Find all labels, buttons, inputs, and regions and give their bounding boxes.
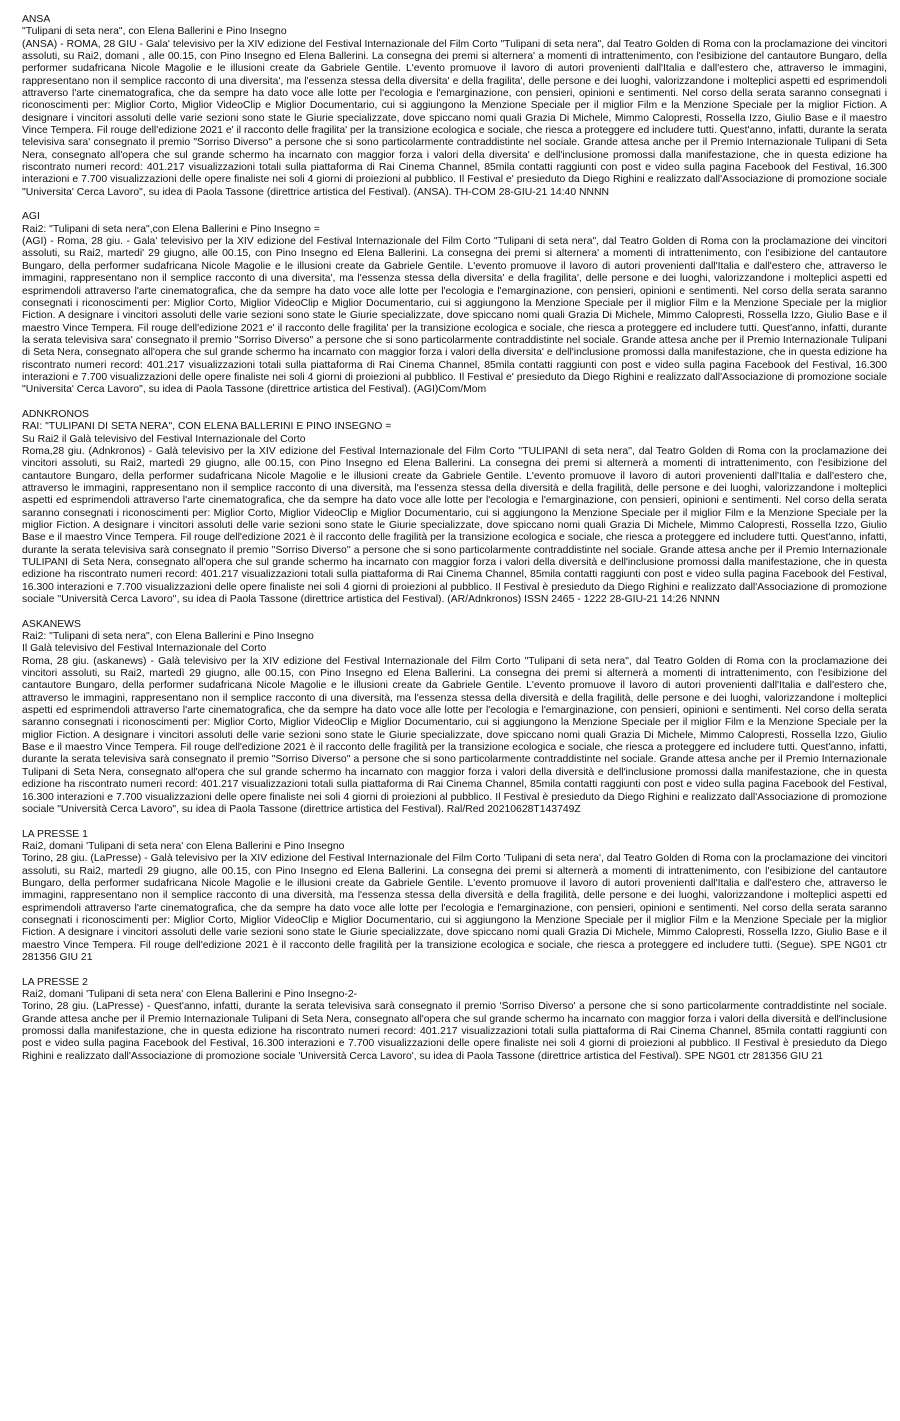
article-source: LA PRESSE 1: [22, 828, 88, 840]
article-headline: Rai2, domani 'Tulipani di seta nera' con Elena Ballerini e Pino Insegno-2-: [22, 988, 358, 1000]
article-lapresse-2: [22, 977, 887, 1063]
article-body: (ANSA) - ROMA, 28 GIU - Gala' televisivo per la XIV edizione del Festival Internazionale del Film Corto "Tulipani di seta nera", dal Teatro Golden di Roma con la proclamazione dei vincitori assoluti, su Rai2, domani , alle 00.15, con Pino Insegno ed Elena Ballerini. La consegna dei premi si alternera' a momenti di intrattenimento, con l'esibizione del cantautore Bungaro, della performer sudafricana Nicole Magolie e le illusioni create da Gabriele Gentile. L'evento promuove il lavoro di autori provenienti dall'Italia e dall'estero che, attraverso le immagini, rappresentano non il semplice racconto di una diversita', ma l'essenza stessa della diversita' e della fragilita', delle persone e dei luoghi, valorizzandone i molteplici aspetti ed esprimendoli attraverso l'arte cinematografica, che da sempre ha dato voce alle lotte per l'ecologia e l'emarginazione, con pensieri, opinioni e sentimenti. Nel corso della serata saranno consegnati i riconoscimenti per: Miglior Corto, Miglior VideoClip e Miglior Documentario, cui si aggiungono la Menzione Speciale per il miglior Film e la Menzione Speciale per la miglior Fiction. A designare i vincitori assoluti delle varie sezioni sono state le Giurie specializzate, dove spiccano nomi quali Grazia Di Michele, Mimmo Calopresti, Rossella Izzo, Giulio Base e il maestro Vince Tempera. Fil rouge dell'edizione 2021 e' il racconto delle fragilita' per la transizione ecologica e sociale, che riesca a proteggere ed includere tutti. Quest'anno, infatti, durante la serata televisiva sara' consegnato il premio "Sorriso Diverso" a persone che si sono particolarmente contraddistinte nel sociale. Grande attesa anche per il Premio Internazionale Tulipani di Seta Nera, consegnato all'opera che sul grande schermo ha incarnato con maggior forza i valori della diversita' e dell'inclusione promossi dalla manifestazione, che in questa edizione ha riscontrato numeri record: 401.217 visualizzazioni totali sulla piattaforma di Rai Cinema Channel, 85mila contatti raggiunti con post e video sulla pagina Facebook del Festival, 16.300 interazioni e 7.700 visualizzazioni delle opere finaliste nei soli 4 giorni di proiezioni al pubblico. Il Festival e' presieduto da Diego Righini e realizzato dall'Associazione di promozione sociale "Universita' Cerca Lavoro", su idea di Paola Tassone (direttrice artistica del Festival). (ANSA). TH-COM 28-GIU-21 14:40 NNNN: [22, 38, 887, 198]
article-source: ASKANEWS: [22, 618, 81, 630]
article-adnkronos: [22, 409, 887, 607]
article-body: Roma,28 giu. (Adnkronos) - Galà televisivo per la XIV edizione del Festival Internazionale del Film Corto ''TULIPANI di seta nera'', dal Teatro Golden di Roma con la proclamazione dei vincitori assoluti, su Rai2, martedì 29 giugno, alle 00.15, con Pino Insegno ed Elena Ballerini. La consegna dei premi si alternerà a momenti di intrattenimento, con l'esibizione del cantautore Bungaro, della performer sudafricana Nicole Magolie e le illusioni create da Gabriele Gentile. L'evento promuove il lavoro di autori provenienti dall'Italia e dall'estero che, attraverso le immagini, rappresentano non il semplice racconto di una diversità, ma l'essenza stessa della diversità e della fragilità, delle persone e dei luoghi, valorizzandone i molteplici aspetti ed esprimendoli attraverso l'arte cinematografica, che da sempre ha dato voce alle lotte per l'ecologia e l'emarginazione, con pensieri, opinioni e sentimenti. Nel corso della serata saranno consegnati i riconoscimenti per: Miglior Corto, Miglior VideoClip e Miglior Documentario, cui si aggiungono la Menzione Speciale per il miglior Film e la Menzione Speciale per la miglior Fiction. A designare i vincitori assoluti delle varie sezioni sono state le Giurie specializzate, dove spiccano nomi quali Grazia Di Michele, Mimmo Calopresti, Rossella Izzo, Giulio Base e il maestro Vince Tempera. Fil rouge dell'edizione 2021 è il racconto delle fragilità per la transizione ecologica e sociale, che riesca a proteggere ed includere tutti. Quest'anno, infatti, durante la serata televisiva sarà consegnato il premio ''Sorriso Diverso'' a persone che si sono particolarmente contraddistinte nel sociale. Grande attesa anche per il Premio Internazionale TULIPANI di Seta Nera, consegnato all'opera che sul grande schermo ha incarnato con maggior forza i valori della diversità e dell'inclusione promossi dalla manifestazione, che in questa edizione ha riscontrato numeri record: 401.217 visualizzazioni totali sulla piattaforma di Rai Cinema Channel, 85mila contatti raggiunti con post e video sulla pagina Facebook del Festival, 16.300 interazioni e 7.700 visualizzazioni delle opere finaliste nei soli 4 giorni di proiezioni al pubblico. Il Festival è presieduto da Diego Righini e realizzato dall'Associazione di promozione sociale ''Università Cerca Lavoro'', su idea di Paola Tassone (direttrice artistica del Festival). (AR/Adnkronos) ISSN 2465 - 1222 28-GIU-21 14:26 NNNN: [22, 445, 887, 606]
article-headline: Rai2: "Tulipani di seta nera", con Elena Ballerini e Pino Insegno: [22, 631, 314, 643]
article-source: LA PRESSE 2: [22, 976, 88, 988]
article-subhead: Su Rai2 il Galà televisivo del Festival Internazionale del Corto: [22, 433, 306, 445]
article-lapresse-1: [22, 829, 887, 965]
article-source: ANSA: [22, 14, 51, 25]
article-source: AGI: [22, 211, 40, 223]
article-headline: "Tulipani di seta nera", con Elena Ballerini e Pino Insegno: [22, 26, 287, 38]
article-headline: RAI: "TULIPANI DI SETA NERA", CON ELENA BALLERINI E PINO INSEGNO =: [22, 421, 392, 433]
article-body: Torino, 28 giu. (LaPresse) - Quest'anno, infatti, durante la serata televisiva sarà consegnato il premio 'Sorriso Diverso' a persone che si sono particolarmente contraddistinte nel sociale. Grande attesa anche per il Premio Internazionale Tulipani di Seta Nera, consegnato all'opera che sul grande schermo ha incarnato con maggior forza i valori della diversità e dell'inclusione promossi dalla manifestazione, che in questa edizione ha riscontrato numeri record: 401.217 visualizzazioni totali sulla piattaforma di Rai Cinema Channel, 85mila contatti raggiunti con post e video sulla pagina Facebook del Festival, 16.300 interazioni e 7.700 visualizzazioni delle opere finaliste nei soli 4 giorni di proiezioni al pubblico. Il Festival è presieduto da Diego Righini e realizzato dall'Associazione di promozione sociale 'Università Cerca Lavoro', su idea di Paola Tassone (direttrice artistica del Festival). SPE NG01 ctr 281356 GIU 21: [22, 1001, 887, 1062]
news-document: [22, 14, 887, 1063]
article-body: Roma, 28 giu. (askanews) - Galà televisivo per la XIV edizione del Festival Internazionale del Film Corto "Tulipani di seta nera", dal Teatro Golden di Roma con la proclamazione dei vincitori assoluti, su Rai2, martedì 29 giugno, alle 00.15, con Pino Insegno ed Elena Ballerini. La consegna dei premi si alternerà a momenti di intrattenimento, con l'esibizione del cantautore Bungaro, della performer sudafricana Nicole Magolie e le illusioni create da Gabriele Gentile. L'evento promuove il lavoro di autori provenienti dall'Italia e dall'estero che, attraverso le immagini, rappresentano non il semplice racconto di una diversità, ma l'essenza stessa della diversità e della fragilità, delle persone e dei luoghi, valorizzandone i molteplici aspetti ed esprimendoli attraverso l'arte cinematografica, che da sempre ha dato voce alle lotte per l'ecologia e l'emarginazione, con pensieri, opinioni e sentimenti. Nel corso della serata saranno consegnati i riconoscimenti per: Miglior Corto, Miglior VideoClip e Miglior Documentario, cui si aggiungono la Menzione Speciale per il miglior Film e la Menzione Speciale per la miglior Fiction. A designare i vincitori assoluti delle varie sezioni sono state le Giurie specializzate, dove spiccano nomi quali Grazia Di Michele, Mimmo Calopresti, Rossella Izzo, Giulio Base e il maestro Vince Tempera. Fil rouge dell'edizione 2021 è il racconto delle fragilità per la transizione ecologica e sociale, che riesca a proteggere ed includere tutti. Quest'anno, infatti, durante la serata televisiva sarà consegnato il premio "Sorriso Diverso" a persone che si sono particolarmente contraddistinte nel sociale. Grande attesa anche per il Premio Internazionale Tulipani di Seta Nera, consegnato all'opera che sul grande schermo ha incarnato con maggior forza i valori della diversità e dell'inclusione promossi dalla manifestazione, che in questa edizione ha riscontrato numeri record: 401.217 visualizzazioni totali sulla piattaforma di Rai Cinema Channel, 85mila contatti raggiunti con post e video sulla pagina Facebook del Festival, 16.300 interazioni e 7.700 visualizzazioni delle opere finaliste nei soli 4 giorni di proiezioni al pubblico. Il Festival è presieduto da Diego Righini e realizzato dall'Associazione di promozione sociale "Università Cerca Lavoro", su idea di Paola Tassone (direttrice artistica del Festival). Ral/Red 20210628T143749Z: [22, 655, 887, 815]
article-body: Torino, 28 giu. (LaPresse) - Galà televisivo per la XIV edizione del Festival Internazionale del Film Corto 'Tulipani di seta nera', dal Teatro Golden di Roma con la proclamazione dei vincitori assoluti, su Rai2, martedì 29 giugno, alle 00.15, con Pino Insegno ed Elena Ballerini. La consegna dei premi si alternerà a momenti di intrattenimento, con l'esibizione del cantautore Bungaro, della performer sudafricana Nicole Magolie e le illusioni create da Gabriele Gentile. L'evento promuove il lavoro di autori provenienti dall'Italia e dall'estero che, attraverso le immagini, rappresentano non il semplice racconto di una diversità, ma l'essenza stessa della diversità e della fragilità, delle persone e dei luoghi, valorizzandone i molteplici aspetti ed esprimendoli attraverso l'arte cinematografica, che da sempre ha dato voce alle lotte per l'ecologia e l'emarginazione, con pensieri, opinioni e sentimenti. Nel corso della serata saranno consegnati i riconoscimenti per: Miglior Corto, Miglior VideoClip e Miglior Documentario, cui si aggiungono la Menzione Speciale per il miglior Film e la Menzione Speciale per la miglior Fiction. A designare i vincitori assoluti delle varie sezioni sono state le Giurie specializzate, dove spiccano nomi quali Grazia Di Michele, Mimmo Calopresti, Rossella Izzo, Giulio Base e il maestro Vince Tempera. Fil rouge dell'edizione 2021 è il racconto delle fragilità per la transizione ecologica e sociale, che riesca a proteggere ed includere tutti. (Segue). SPE NG01 ctr 281356 GIU 21: [22, 853, 887, 963]
article-ansa: [22, 14, 887, 199]
article-subhead: Il Galà televisivo del Festival Internazionale del Corto: [22, 643, 267, 655]
article-body: (AGI) - Roma, 28 giu. - Gala' televisivo per la XIV edizione del Festival Internazionale del Film Corto "Tulipani di seta nera", dal Teatro Golden di Roma con la proclamazione dei vincitori assoluti, su Rai2, martedi' 29 giugno, alle 00.15, con Pino Insegno ed Elena Ballerini. La consegna dei premi si alternera' a momenti di intrattenimento, con l'esibizione del cantautore Bungaro, della performer sudafricana Nicole Magolie e le illusioni create da Gabriele Gentile. L'evento promuove il lavoro di autori provenienti dall'Italia e dall'estero che, attraverso le immagini, rappresentano non il semplice racconto di una diversita', ma l'essenza stessa della diversita' e della fragilita', delle persone e dei luoghi, valorizzandone i molteplici aspetti ed esprimendoli attraverso l'arte cinematografica, che da sempre ha dato voce alle lotte per l'ecologia e l'emarginazione, con pensieri, opinioni e sentimenti. Nel corso della serata saranno consegnati i riconoscimenti per: Miglior Corto, Miglior VideoClip e Miglior Documentario, cui si aggiungono la Menzione Speciale per il miglior Film e la Menzione Speciale per la miglior Fiction. A designare i vincitori assoluti delle varie sezioni sono state le Giurie specializzate, dove spiccano nomi quali Grazia Di Michele, Mimmo Calopresti, Rossella Izzo, Giulio Base e il maestro Vince Tempera. Fil rouge dell'edizione 2021 e' il racconto delle fragilita' per la transizione ecologica e sociale, che riesca a proteggere ed includere tutti. Quest'anno, infatti, durante la serata televisiva sara' consegnato il premio "Sorriso Diverso" a persone che si sono particolarmente contraddistinte nel sociale. Grande attesa anche per il Premio Internazionale Tulipani di Seta Nera, consegnato all'opera che sul grande schermo ha incarnato con maggior forza i valori della diversita' e dell'inclusione promossi dalla manifestazione, che in questa edizione ha riscontrato numeri record: 401.217 visualizzazioni totali sulla piattaforma di Rai Cinema Channel, 85mila contatti raggiunti con post e video sulla pagina Facebook del Festival, 16.300 interazioni e 7.700 visualizzazioni delle opere finaliste nei soli 4 giorni di proiezioni al pubblico. Il Festival e' presieduto da Diego Righini e realizzato dall'Associazione di promozione sociale "Universita' Cerca Lavoro", su idea di Paola Tassone (direttrice artistica del Festival). (AGI)Com/Mom: [22, 236, 887, 396]
article-headline: Rai2: "Tulipani di seta nera",con Elena Ballerini e Pino Insegno =: [22, 223, 320, 235]
article-headline: Rai2, domani 'Tulipani di seta nera' con Elena Ballerini e Pino Insegno: [22, 840, 345, 852]
article-askanews: [22, 619, 887, 817]
article-agi: [22, 211, 887, 396]
article-source: ADNKRONOS: [22, 408, 89, 420]
